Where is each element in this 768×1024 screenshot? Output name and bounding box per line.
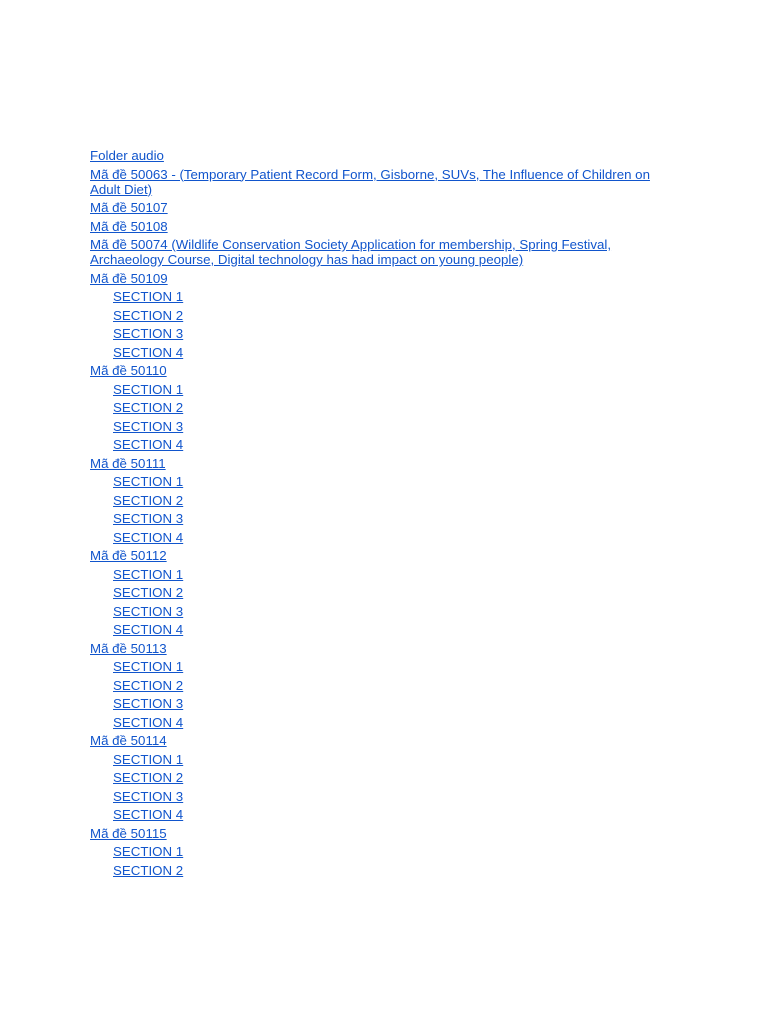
test-50107-link[interactable]: Mã đề 50107 bbox=[90, 200, 168, 215]
test-50114-link[interactable]: Mã đề 50114 bbox=[90, 733, 167, 748]
test-50112-section-4-link[interactable]: SECTION 4 bbox=[113, 622, 184, 637]
test-50110-section-4-link[interactable]: SECTION 4 bbox=[113, 437, 184, 452]
test-50113-link[interactable]: Mã đề 50113 bbox=[90, 640, 167, 656]
test-50109-section-1-link[interactable]: SECTION 1 bbox=[113, 289, 184, 304]
test-50115-section-2-link[interactable]: SECTION 2 bbox=[113, 862, 184, 878]
test-50109-section-3-link[interactable]: SECTION 3 bbox=[113, 326, 184, 341]
test-50113-section-1-link[interactable]: SECTION 1 bbox=[113, 659, 184, 674]
test-50109-section-4-link[interactable]: SECTION 4 bbox=[113, 344, 184, 360]
folder-audio-link[interactable]: Folder audio bbox=[90, 148, 164, 163]
test-50111-section-1-link[interactable]: SECTION 1 bbox=[113, 474, 184, 489]
test-50110-section-2-link[interactable]: SECTION 2 bbox=[113, 400, 184, 415]
test-50111-section-4-link[interactable]: SECTION 4 bbox=[113, 529, 184, 545]
table-of-contents bbox=[90, 148, 680, 881]
test-50114-section-2-link[interactable]: SECTION 2 bbox=[113, 770, 184, 785]
test-50110-section-3-link[interactable]: SECTION 3 bbox=[113, 418, 184, 434]
test-50112-link[interactable]: Mã đề 50112 bbox=[90, 548, 167, 563]
test-50114-section-3-link[interactable]: SECTION 3 bbox=[113, 788, 184, 804]
test-50114-section-1-link[interactable]: SECTION 1 bbox=[113, 751, 184, 767]
test-50113-section-4-link[interactable]: SECTION 4 bbox=[113, 714, 184, 730]
test-50110-link[interactable]: Mã đề 50110 bbox=[90, 363, 167, 378]
test-50111-section-2-link[interactable]: SECTION 2 bbox=[113, 492, 184, 508]
test-50111-link[interactable]: Mã đề 50111 bbox=[90, 455, 166, 471]
test-50063-link[interactable]: Mã đề 50063 - (Temporary Patient Record Form, Gisborne, SUVs, The Influence of Children on Adult Diet) bbox=[90, 166, 650, 197]
test-50109-link[interactable]: Mã đề 50109 bbox=[90, 270, 168, 286]
test-50110-section-1-link[interactable]: SECTION 1 bbox=[113, 381, 184, 397]
test-50112-section-3-link[interactable]: SECTION 3 bbox=[113, 603, 184, 619]
test-50112-section-1-link[interactable]: SECTION 1 bbox=[113, 566, 184, 582]
test-50111-section-3-link[interactable]: SECTION 3 bbox=[113, 511, 184, 526]
test-50112-section-2-link[interactable]: SECTION 2 bbox=[113, 585, 184, 600]
test-50108-link[interactable]: Mã đề 50108 bbox=[90, 218, 168, 234]
test-50109-section-2-link[interactable]: SECTION 2 bbox=[113, 307, 184, 323]
test-50115-link[interactable]: Mã đề 50115 bbox=[90, 825, 167, 841]
test-50113-section-3-link[interactable]: SECTION 3 bbox=[113, 696, 184, 711]
test-50115-section-1-link[interactable]: SECTION 1 bbox=[113, 844, 184, 859]
test-50074-link[interactable]: Mã đề 50074 (Wildlife Conservation Society Application for membership, Spring Festival, Archaeology Course, Digital technology has had impact on young people) bbox=[90, 237, 612, 267]
test-50113-section-2-link[interactable]: SECTION 2 bbox=[113, 677, 184, 693]
test-50114-section-4-link[interactable]: SECTION 4 bbox=[113, 807, 184, 822]
